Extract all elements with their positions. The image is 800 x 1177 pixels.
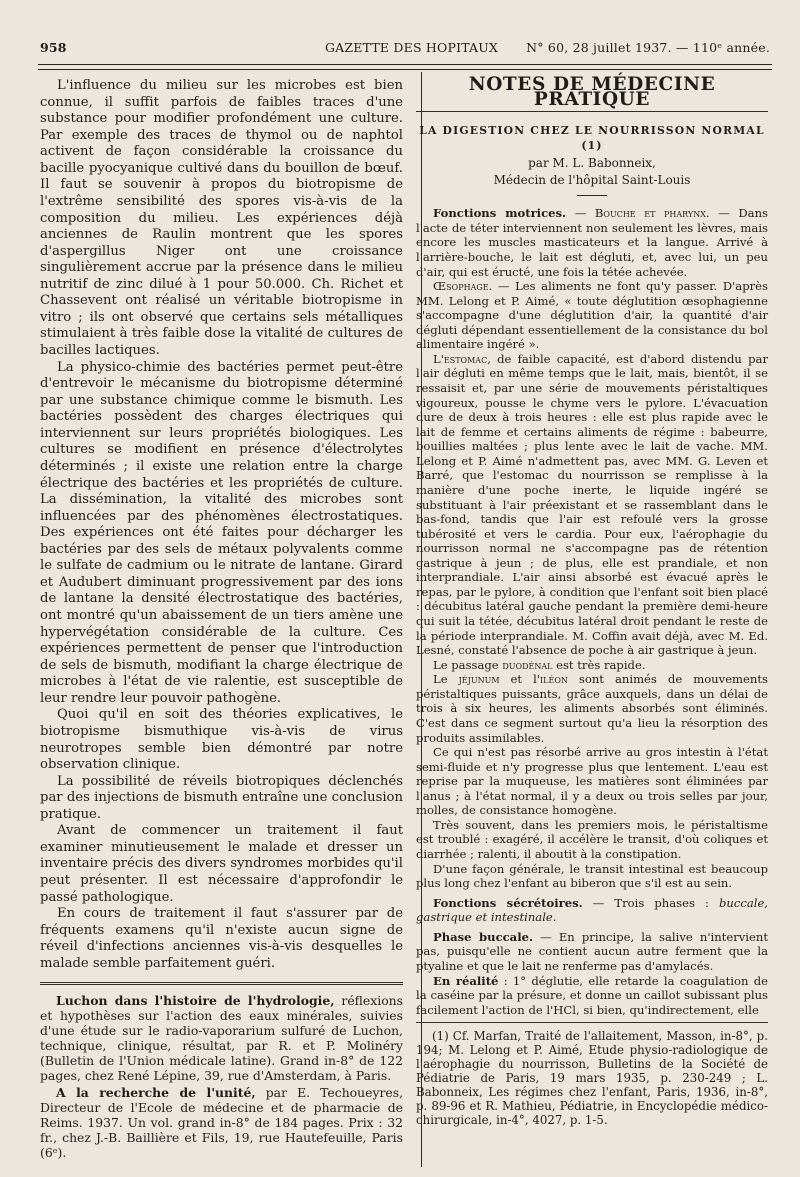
paragraph: La possibilité de réveils biotropiques déclenchés par des injections de bismuth entraîne une conclusion pratique. <box>40 773 403 822</box>
footnote-rule <box>416 1022 768 1023</box>
review-text: par E. Techoueyres, Directeur de l'Ecole de médecine et de pharmacie de Reims. 1937. Un vol. grand in-8° de 184 pages. Prix : 32 fr., chez J.-B. Baillière et Fils, 19, rue Hautefeuille, Paris (6ᵉ). <box>40 1085 404 1161</box>
footnote-text: (1) Cf. Marfan, Traité de l'allaitement, Masson, in-8°, p. 194; M. Lelong et P. Aimé, Etude physio-radiologique de l'aérophagie du nourrisson, Bulletins de la Société de Pédiatrie de Paris, 19 mars 1935, p. 230-249 ; L. Babonneix, Les régimes chez l'enfant, Paris, 1936, in-8°, p. 89-96 et R. Mathieu, Pédiatrie, in Encyclopédie médico-chirurgicale, in-4°, 4027, p. 1-5. <box>416 1029 768 1128</box>
review-item <box>40 1085 403 1160</box>
running-head <box>40 40 770 62</box>
left-column <box>40 78 403 1160</box>
paragraph-motrices <box>416 206 768 279</box>
paragraph: La physico-chimie des bactéries permet peut-être d'entrevoir le mécanisme du biotropisme déterminé par une substance chimique comme le bismuth. Les bactéries possèdent des charges électriques qui interviennent sur leurs propriétés biologiques. Les cultures se modifient en présence d'électrolytes déterminés ; il existe une relation entre la charge électrique des bactéries et les propriétés de culture. La dissémination, la vitalité des microbes sont influencées par des phénomènes électrostatiques. Des expériences ont été faites pour décharger les bactéries par des sels de métaux polyvalents comme le sulfate de cadmium ou le nitrate de lantane. Girard et Audubert diminuant progressivement par des ions de lantane la densité électrostatique des bactéries, ont montré qu'un abaissement de un tiers amène une hypervégétation considérable de la culture. Ces expériences permettent de penser que l'introduction de sels de bismuth, modifiant la charge électrique de microbes à l'état de vie ralentie, est susceptible de leur rendre leur pouvoir pathogène. <box>40 359 403 706</box>
issue-date: N° 60, 28 juillet 1937. — 110ᵉ année. <box>526 40 770 55</box>
author-name: par M. L. Babonneix, <box>528 156 656 171</box>
paragraph-text: — Les aliments ne font qu'y passer. D'après MM. Lelong et P. Aimé, « toute déglutition œsophagienne s'accompagne d'une déglutition d'air, la quantité d'air dégluti dépendant essentiellement de la consistance du bol alimentaire ingéré ». <box>416 279 768 352</box>
run-in-heading: estomac <box>443 351 488 366</box>
run-in-heading: jéjunum <box>458 672 500 687</box>
header-rule <box>38 64 772 65</box>
paragraph: Quoi qu'il en soit des théories explicatives, le biotropisme bismuthique vis-à-vis de virus neurotropes semble bien démontré par notre observation clinique. <box>40 707 403 773</box>
right-column <box>416 74 769 1128</box>
paragraph-text: sont animés de mouvements péristaltiques puissants, grâce auxquels, dans un délai de trois à six heures, les aliments absorbés sont éliminés. C'est dans ce segment surtout qu'a lieu la résorption des produits assimilables. <box>416 672 768 745</box>
paragraph-buccale <box>416 930 768 974</box>
review-item <box>40 993 403 1083</box>
run-in-heading: duodénal <box>502 657 553 672</box>
author-affiliation: Médecin de l'hôpital Saint-Louis <box>493 173 691 188</box>
run-in-heading: Fonctions motrices. <box>433 206 567 221</box>
paragraph: D'une façon générale, le transit intestinal est beaucoup plus long chez l'enfant au biberon que s'il est au sein. <box>416 861 768 891</box>
book-reviews <box>40 993 403 1160</box>
paragraph-text: , de faible capacité, est d'abord distendu par l'air dégluti en même temps que le lait, mais, bientôt, il se ressaisit et, par une série de mouvements péristaltiques vigoureux, pousse le chyme vers le pylore. L'évacuation dure de deux à trois heures : elle est plus rapide avec le lait de femme et certains aliments de régime : babeurre, bouillies maltées ; plus lente avec le lait de vache. MM. Lelong et P. Aimé n'admettent pas, avec MM. G. Leven et Barré, que l'estomac du nourrisson se remplisse à la manière d'une poche inerte, le liquide ingéré se substituant à l'air préexistant et se rassemblant dans le bas-fond, tandis que l'air est refoulé vers la grosse tubérosité et vers le cardia. Pour eux, l'aérophagie du nourrisson normal ne s'accompagne pas de rétention gastrique à jeun ; de plus, elle est prandiale, et non interprandiale. L'air ainsi absorbé est évacué après le repas, par le pylore, à condition que l'enfant soit bien placé : décubitus latéral gauche pendant la première demi-heure qui suit la tétée, décubitus latéral droit pendant le reste de la période interprandiale. M. Coffin avait déjà, avec M. Ed. Lesné, constaté l'absence de poche à air gastrique à jeun. <box>416 351 768 658</box>
run-in-subheading: — Bouche et pharynx. <box>566 206 710 221</box>
paragraph: Ce qui n'est pas résorbé arrive au gros intestin à l'état semi-fluide et n'y progresse plus que lentement. L'eau est reprise par la muqueuse, les matières sont éliminées par l'anus ; à l'état normal, il y a deux ou trois selles par jour, molles, de consistance homogène. <box>416 745 768 818</box>
paragraph-estomac <box>416 352 768 658</box>
paragraph-text: — En principe, la salive n'intervient pas, puisqu'elle ne contient aucun autre ferment que la ptyaline et que le lait ne renferme pas d'amylacés. <box>416 929 768 973</box>
review-title: Luchon dans l'histoire de l'hydrologie, <box>56 993 335 1009</box>
paragraph-text: Le passage <box>433 657 503 672</box>
paragraph: Très souvent, dans les premiers mois, le péristaltisme est troublé : exagéré, il accélère le transit, d'où coliques et diarrhée ; ralenti, il aboutit à la constipation. <box>416 817 768 861</box>
short-rule <box>577 195 607 196</box>
run-in-heading: En réalité <box>433 973 499 988</box>
run-in-heading: Œsophage. <box>433 279 493 294</box>
section-title: NOTES DE MÉDECINE PRATIQUE <box>468 74 716 110</box>
paragraph-jejunum <box>416 672 768 745</box>
paragraph: Avant de commencer un traitement il faut examiner minutieusement le malade et dresser un inventaire précis des divers syndromes morbides qu'il peut présenter. Il est nécessaire d'approfondir le passé pathologique. <box>40 823 403 905</box>
review-text: réflexions et hypothèses sur l'action des eaux minérales, suivies d'une étude sur le radio-vaporarium sulfuré de Luchon, technique, clinique, résultat, par R. et P. Molinéry (Bulletin de l'Union médicale latine). Grand in-8° de 122 pages, chez René Lépine, 39, rue d'Amsterdam, à Paris. <box>40 993 404 1084</box>
paragraph-text: et l' <box>499 672 540 687</box>
paragraph-realite <box>416 974 768 1018</box>
paragraph-oesophage <box>416 279 768 352</box>
paragraph: En cours de traitement il faut s'assurer par de fréquents examens qu'il n'existe aucun signe de réveil d'infections anciennes vis-à-vis desquelles le malade semble parfaitement guéri. <box>40 906 403 971</box>
run-in-heading: Phase buccale. <box>433 929 534 944</box>
paragraph-text: — Dans l'acte de téter interviennent non seulement les lèvres, mais encore les muscles masticateurs et la langue. Arrivé à l'arrière-bouche, le lait est dégluti, et, avec lui, un peu d'air, qui est éructé, une fois la tétée achevée. <box>416 206 769 279</box>
paragraph-text: Le <box>433 672 459 687</box>
paragraph-text: L' <box>433 351 444 366</box>
paragraph-text: : 1° déglutie, elle retarde la coagulation de la caséine par la présure, et donne un caillot subissant plus facilement l'action de l'HCl, si bien, qu'indirectement, elle <box>416 973 769 1017</box>
paragraph-italic: buccale, gastrique et intestinale. <box>416 895 768 925</box>
header-rule-thin <box>38 69 772 70</box>
article-title: LA DIGESTION CHEZ LE NOURRISSON NORMAL (1) <box>419 124 765 152</box>
run-in-heading: iléon <box>540 672 568 687</box>
run-in-heading: Fonctions sécrétoires. <box>433 895 583 910</box>
title-rule <box>416 111 768 112</box>
review-title: A la recherche de l'unité, <box>56 1085 256 1101</box>
journal-title: GAZETTE DES HOPITAUX <box>325 40 499 55</box>
paragraph-text: — Trois phases : <box>582 895 719 910</box>
footnote <box>416 1029 768 1127</box>
paragraph: L'influence du milieu sur les microbes est bien connue, il suffit parfois de faibles traces d'une substance pour modifier profondément une culture. Par exemple des traces de thymol ou de naphtol activent de façon considérable la croissance du bacille pyocyanique cultivé dans du bouillon de bœuf. Il faut se souvenir à propos du biotropisme de l'extrême sensibilité des spores vis-à-vis de la composition du milieu. Les expériences déjà anciennes de Raulin montrent que les spores d'aspergillus Niger ont une croissance singulièrement accrue par la présence dans le milieu nutritif de zinc dilué à 1 pour 50.000. Ch. Richet et Chassevent ont réalisé un véritable biotropisme in vitro ; ils ont observé que certains sels métalliques stimulaient à très faible dose la vitalité de cultures de bacilles lactiques. <box>40 78 403 358</box>
paragraph-text: est très rapide. <box>552 657 646 672</box>
paragraph-secretoires <box>416 896 768 925</box>
paragraph-duodenal <box>416 658 768 673</box>
section-rule <box>40 982 403 985</box>
page-number: 958 <box>40 40 67 55</box>
